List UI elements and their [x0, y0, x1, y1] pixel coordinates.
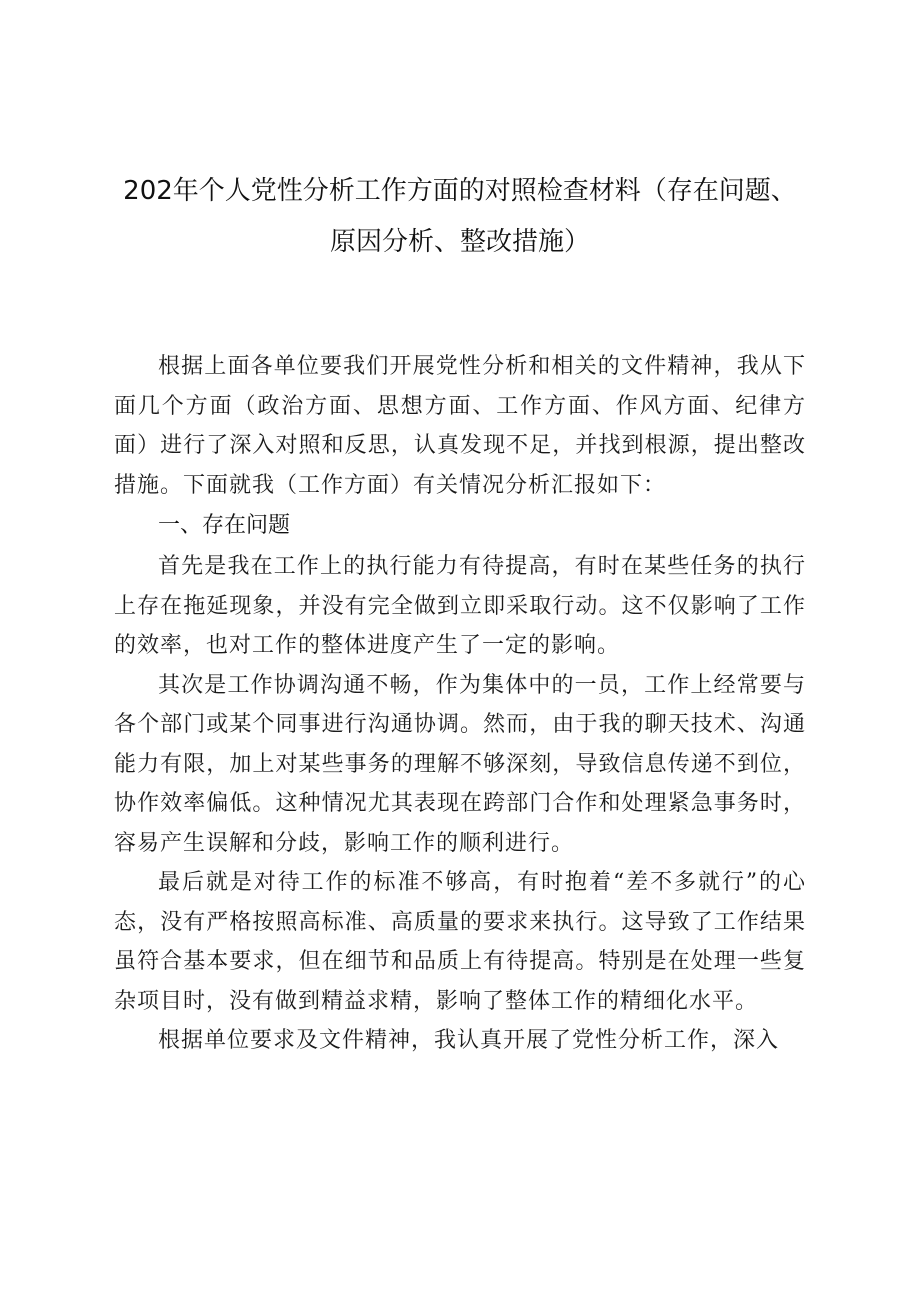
document-body [114, 347, 806, 1061]
document-title: 202年个人党性分析工作方面的对照检查材料（存在问题、原因分析、整改措施） [123, 176, 797, 257]
section-heading-problems: 一、存在问题 [158, 513, 291, 538]
paragraph-continuation: 根据单位要求及文件精神，我认真开展了党性分析工作，深入 [158, 1028, 780, 1053]
intro-paragraph: 根据上面各单位要我们开展党性分析和相关的文件精神，我从下面几个方面（政治方面、思想方面、工作方面、作风方面、纪律方面）进行了深入对照和反思，认真发现不足，并找到根源，提出整改措施。下面就我（工作方面）有关情况分析汇报如下： [114, 354, 806, 498]
paragraph-execution: 首先是我在工作上的执行能力有待提高，有时在某些任务的执行上存在拖延现象，并没有完全做到立即采取行动。这不仅影响了工作的效率，也对工作的整体进度产生了一定的影响。 [114, 554, 806, 658]
paragraph-communication: 其次是工作协调沟通不畅，作为集体中的一员，工作上经常要与各个部门或某个同事进行沟通协调。然而，由于我的聊天技术、沟通能力有限，加上对某些事务的理解不够深刻，导致信息传递不到位，协作效率偏低。这种情况尤其表现在跨部门合作和处理紧急事务时，容易产生误解和分歧，影响工作的顺利进行。 [114, 672, 806, 856]
paragraph-standards: 最后就是对待工作的标准不够高，有时抱着“差不多就行”的心态，没有严格按照高标准、高质量的要求来执行。这导致了工作结果虽符合基本要求，但在细节和品质上有待提高。特别是在处理一些复杂项目时，没有做到精益求精，影响了整体工作的精细化水平。 [114, 870, 806, 1014]
